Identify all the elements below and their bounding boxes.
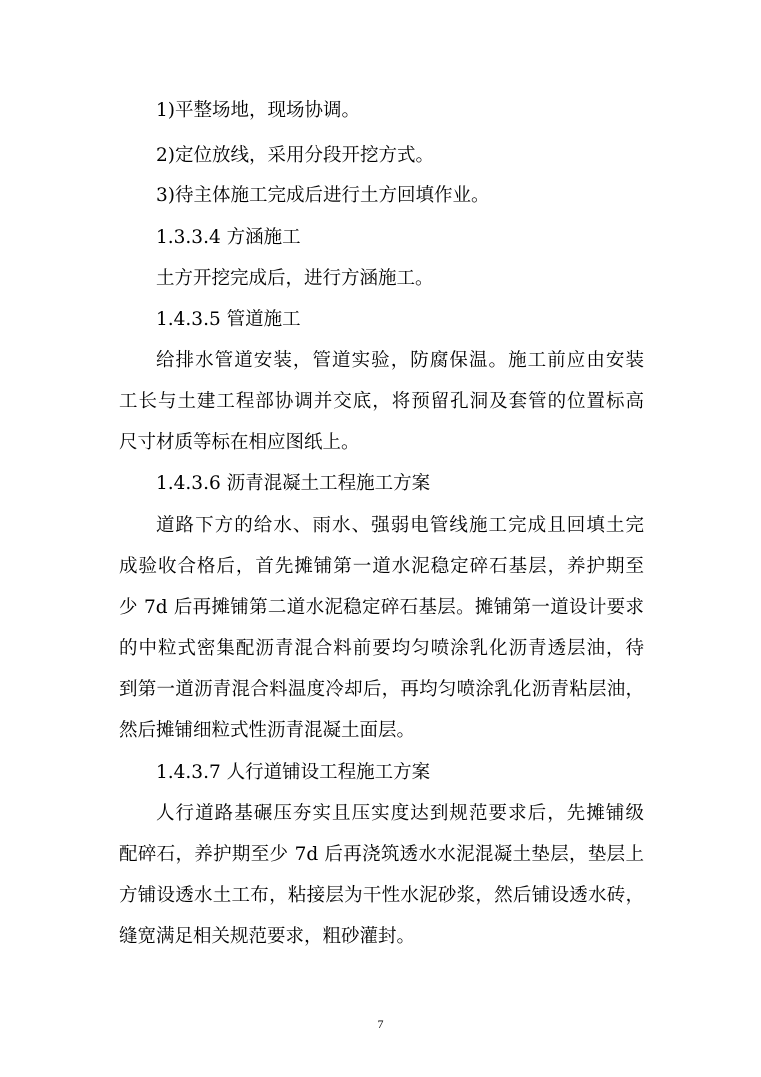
- paragraph-line: 到第一道沥青混合料温度冷却后，再均匀喷涂乳化沥青粘层油，: [119, 679, 644, 700]
- paragraph-line: 土方开挖完成后，进行方涵施工。: [156, 268, 434, 289]
- section-heading-1-4-3-5: 1.4.3.5 管道施工: [156, 309, 301, 330]
- section-heading-1-3-3-4: 1.3.3.4 方涵施工: [156, 227, 301, 248]
- paragraph-line: 少 7d 后再摊铺第二道水泥稳定碎石基层。摊铺第一道设计要求: [119, 597, 644, 618]
- paragraph-line: 工长与土建工程部协调并交底，将预留孔洞及套管的位置标高: [119, 391, 644, 412]
- paragraph-line: 然后摊铺细粒式性沥青混凝土面层。: [119, 720, 416, 741]
- section-heading-1-4-3-7: 1.4.3.7 人行道铺设工程施工方案: [156, 762, 431, 783]
- paragraph-line: 道路下方的给水、雨水、强弱电管线施工完成且回填土完: [156, 515, 644, 536]
- paragraph-line: 配碎石，养护期至少 7d 后再浇筑透水水泥混凝土垫层，垫层上: [119, 844, 644, 865]
- paragraph-line: 人行道路基碾压夯实且压实度达到规范要求后，先摊铺级: [156, 803, 644, 824]
- page-number: 7: [377, 1017, 384, 1031]
- section-heading-1-4-3-6: 1.4.3.6 沥青混凝土工程施工方案: [156, 473, 431, 494]
- paragraph-line: 的中粒式密集配沥青混合料前要均匀喷涂乳化沥青透层油，待: [119, 638, 644, 659]
- paragraph-line: 方铺设透水土工布，粘接层为干性水泥砂浆，然后铺设透水砖，: [119, 885, 644, 906]
- list-item-1: 1)平整场地，现场协调。: [156, 100, 360, 121]
- paragraph-line: 成验收合格后，首先摊铺第一道水泥稳定碎石基层，养护期至: [119, 556, 644, 577]
- list-item-2: 2)定位放线，采用分段开挖方式。: [156, 145, 434, 166]
- paragraph-line: 缝宽满足相关规范要求，粗砂灌封。: [119, 926, 416, 947]
- list-item-3: 3)待主体施工完成后进行土方回填作业。: [156, 185, 490, 206]
- paragraph-line: 给排水管道安装，管道实验，防腐保温。施工前应由安装: [156, 350, 644, 371]
- paragraph-line: 尺寸材质等标在相应图纸上。: [119, 432, 360, 453]
